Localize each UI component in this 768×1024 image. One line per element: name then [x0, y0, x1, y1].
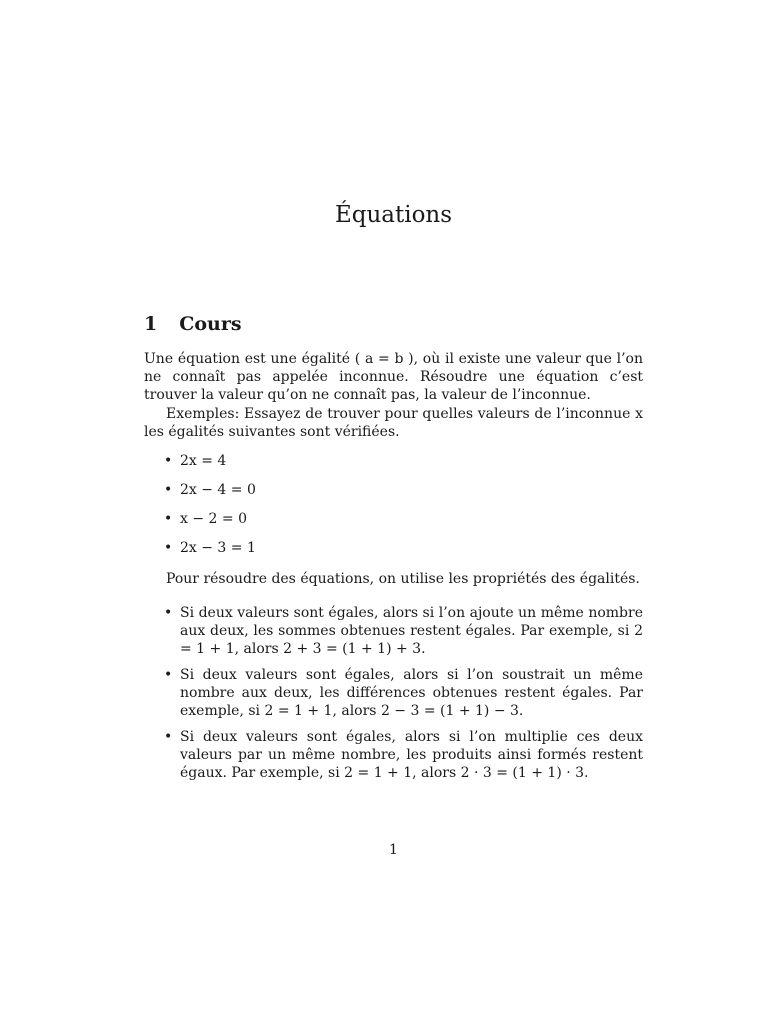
- equations-list: [144, 452, 643, 568]
- bullet-icon: •: [164, 540, 173, 556]
- bullet-icon: •: [164, 511, 173, 527]
- page-number: 1: [389, 842, 398, 858]
- properties-intro: Pour résoudre des équations, on utilise les propriétés des égalités.: [166, 571, 640, 587]
- bullet-icon: •: [164, 729, 173, 745]
- property-text: Si deux valeurs sont égales, alors si l’on soustrait un même nombre aux deux, les différences obtenues restent égales. Par exemple, si 2 = 1 + 1, alors 2 − 3 = (1 + 1) − 3.: [180, 667, 643, 719]
- list-item: [144, 539, 643, 557]
- section-number: 1: [144, 313, 158, 335]
- list-item: [144, 510, 643, 528]
- bullet-icon: •: [164, 605, 173, 621]
- section-heading: [144, 313, 242, 335]
- bullet-icon: •: [164, 667, 173, 683]
- document-title: Équations: [334, 202, 453, 228]
- intro-paragraph: Une équation est une égalité ( a = b ), où il existe une valeur que l’on ne connaît pas appelée inconnue. Résoudre une équation c’est trouver la valeur qu’on ne connaît pas, la valeur de l’inconnue.: [144, 351, 643, 403]
- property-text: Si deux valeurs sont égales, alors si l’on ajoute un même nombre aux deux, les sommes obtenues restent égales. Par exemple, si 2 = 1 + 1, alors 2 + 3 = (1 + 1) + 3.: [180, 605, 643, 657]
- equation: 2x − 4 = 0: [180, 482, 256, 498]
- bullet-icon: •: [164, 482, 173, 498]
- list-item: [144, 481, 643, 499]
- list-item: [144, 604, 643, 658]
- equation: 2x − 3 = 1: [180, 540, 256, 556]
- list-item: [144, 666, 643, 720]
- properties-list: [144, 604, 643, 790]
- document-page: [144, 0, 643, 1024]
- examples-paragraph: Exemples: Essayez de trouver pour quelles valeurs de l’inconnue x les égalités suivantes sont vérifiées.: [144, 406, 643, 440]
- property-text: Si deux valeurs sont égales, alors si l’on multiplie ces deux valeurs par un même nombre, les produits ainsi formés restent égaux. Par exemple, si 2 = 1 + 1, alors 2 · 3 = (1 + 1) · 3.: [180, 729, 643, 781]
- equation: x − 2 = 0: [180, 511, 247, 527]
- list-item: [144, 728, 643, 782]
- section-title: Cours: [179, 313, 242, 335]
- bullet-icon: •: [164, 453, 173, 469]
- equation: 2x = 4: [180, 453, 227, 469]
- list-item: [144, 452, 643, 470]
